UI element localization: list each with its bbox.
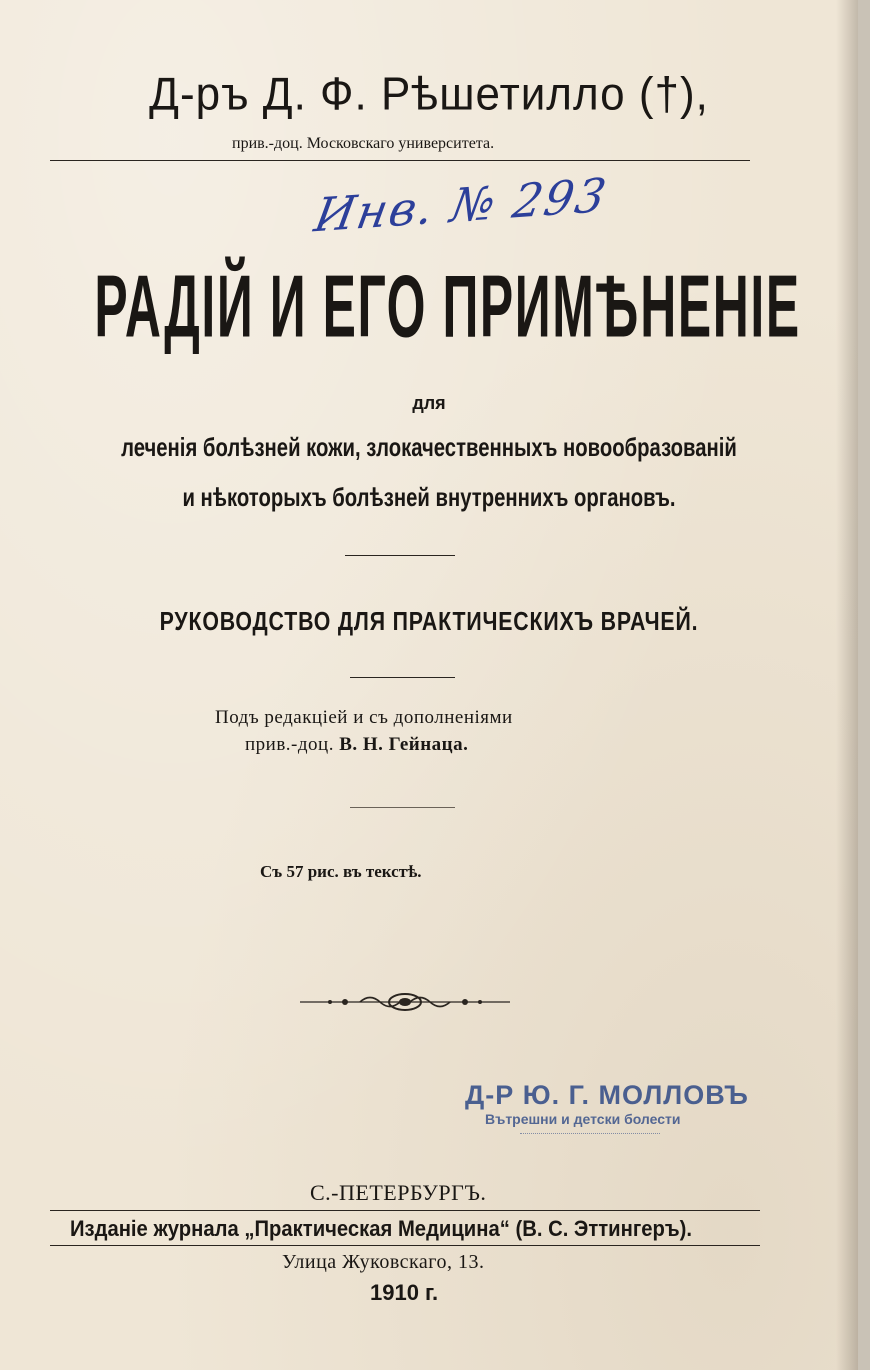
short-divider-3 [350, 807, 455, 808]
author-line: Д-ръ Д. Ф. Рѣшетилло (†), [149, 68, 709, 121]
editor-prefix: прив.-доц. [245, 734, 334, 755]
guide-heading: РУКОВОДСТВО ДЛЯ ПРАКТИЧЕСКИХЪ ВРАЧЕЙ. [159, 606, 699, 636]
publisher-address: Улица Жуковскаго, 13. [282, 1251, 485, 1273]
publication-city: С.-ПЕТЕРБУРГЪ. [310, 1180, 487, 1205]
publication-year: 1910 г. [370, 1280, 439, 1305]
author-affiliation: прив.-доц. Московскаго университета. [232, 135, 495, 152]
owner-stamp [465, 1080, 749, 1137]
publisher-rule-bottom [50, 1245, 760, 1246]
inventory-handwritten-note: Инв. № 293 [310, 167, 612, 243]
book-title: РАДІЙ И ЕГО ПРИМѢНЕНІЕ [94, 256, 801, 356]
publisher-line: Изданіе журнала „Практическая Медицина“ (В. С. Эттингеръ). [70, 1216, 693, 1241]
editor-line-2 [245, 734, 468, 756]
stamp-owner-name: Д-Р Ю. Г. МОЛЛОВЪ [465, 1080, 749, 1110]
subtitle-for: для [412, 393, 446, 413]
ornament-flourish [300, 990, 510, 1014]
short-divider-2 [350, 677, 455, 678]
subtitle-line-1: леченія болѣзней кожи, злокачественныхъ новообразованій [121, 432, 737, 462]
stamp-faded-line [520, 1133, 660, 1137]
stamp-specialty: Вътрешни и детски болести [485, 1111, 681, 1127]
header-rule [50, 160, 750, 161]
figures-note: Съ 57 рис. въ текстѣ. [260, 862, 422, 881]
subtitle-line-2: и нѣкоторыхъ болѣзней внутреннихъ органовъ. [182, 482, 676, 512]
page-edge-shadow [836, 0, 858, 1370]
editor-name: В. Н. Гейнаца. [339, 734, 469, 755]
publisher-rule-top [50, 1210, 760, 1211]
editor-line-1: Подъ редакціей и съ дополненіями [215, 707, 513, 728]
short-divider-1 [345, 555, 455, 556]
